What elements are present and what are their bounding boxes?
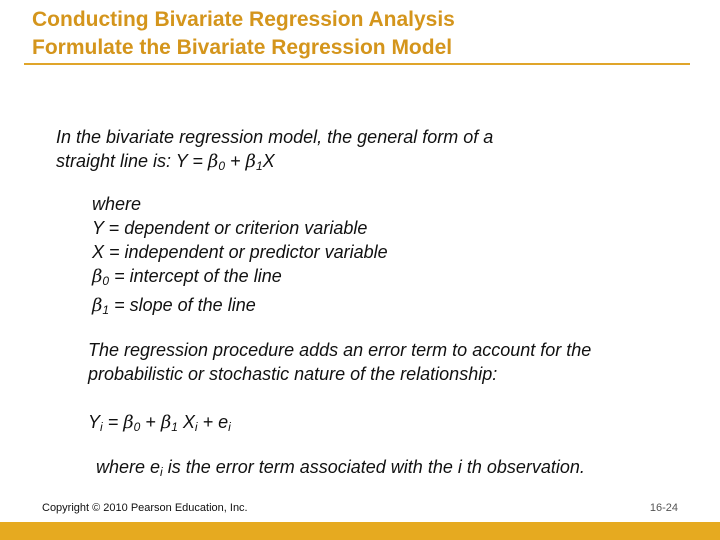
intro-line-1: In the bivariate regression model, the general form of a	[56, 127, 494, 147]
beta-subscript-0: 0	[102, 274, 110, 288]
eq-sub-i: i	[194, 420, 198, 434]
beta-symbol: β	[123, 412, 134, 433]
eq-plus-error: + e	[197, 412, 229, 432]
procedure-line-2: probabilistic or stochastic nature of the relationship:	[88, 364, 498, 384]
procedure-paragraph	[88, 338, 591, 386]
beta0-definition	[92, 264, 388, 293]
page-number: 16-24	[649, 502, 678, 514]
definitions-list	[92, 192, 388, 322]
beta-subscript-0: 0	[218, 159, 226, 173]
footer-bar	[0, 522, 720, 540]
x-definition: X = independent or predictor variable	[92, 242, 388, 262]
slide-title	[32, 6, 455, 62]
beta-symbol: β	[207, 151, 219, 172]
eq-x: X	[177, 412, 195, 432]
title-line-2: Formulate the Bivariate Regression Model	[32, 36, 453, 59]
where-label: where	[92, 194, 142, 214]
title-underline	[24, 63, 690, 65]
procedure-line-1: The regression procedure adds an error term to account for the	[88, 340, 592, 360]
eq-plus: +	[140, 412, 161, 432]
beta-subscript-1: 1	[102, 303, 110, 317]
beta-symbol: β	[92, 266, 103, 287]
error-term-note	[96, 455, 585, 484]
beta-subscript-1: 1	[171, 420, 178, 434]
eq-sub-i: i	[228, 420, 231, 434]
beta1-definition	[92, 293, 388, 322]
error-note-prefix: where e	[96, 457, 161, 477]
plus-sign: +	[225, 151, 246, 171]
beta1-text: = slope of the line	[114, 295, 256, 315]
beta-subscript-0: 0	[133, 420, 141, 434]
regression-equation	[88, 410, 231, 439]
beta-symbol: β	[245, 151, 256, 172]
eq-equals: =	[102, 412, 124, 432]
eq-sub-i: i	[100, 420, 103, 434]
y-definition: Y = dependent or criterion variable	[92, 218, 368, 238]
x-variable: X	[262, 151, 275, 171]
error-sub-i: i	[160, 465, 163, 479]
intro-line-2-prefix: straight line is: Y =	[56, 151, 208, 171]
beta0-text: = intercept of the line	[114, 266, 282, 286]
beta-symbol: β	[160, 412, 172, 433]
intro-line-2	[56, 149, 493, 178]
error-note-suffix: is the error term associated with the i th observation.	[162, 457, 585, 477]
eq-y: Y	[88, 412, 101, 432]
beta-subscript-1: 1	[255, 159, 263, 173]
intro-paragraph	[56, 125, 493, 178]
title-line-1: Conducting Bivariate Regression Analysis	[32, 8, 455, 31]
beta-symbol: β	[92, 295, 103, 316]
copyright-text: Copyright © 2010 Pearson Education, Inc.	[42, 502, 248, 514]
